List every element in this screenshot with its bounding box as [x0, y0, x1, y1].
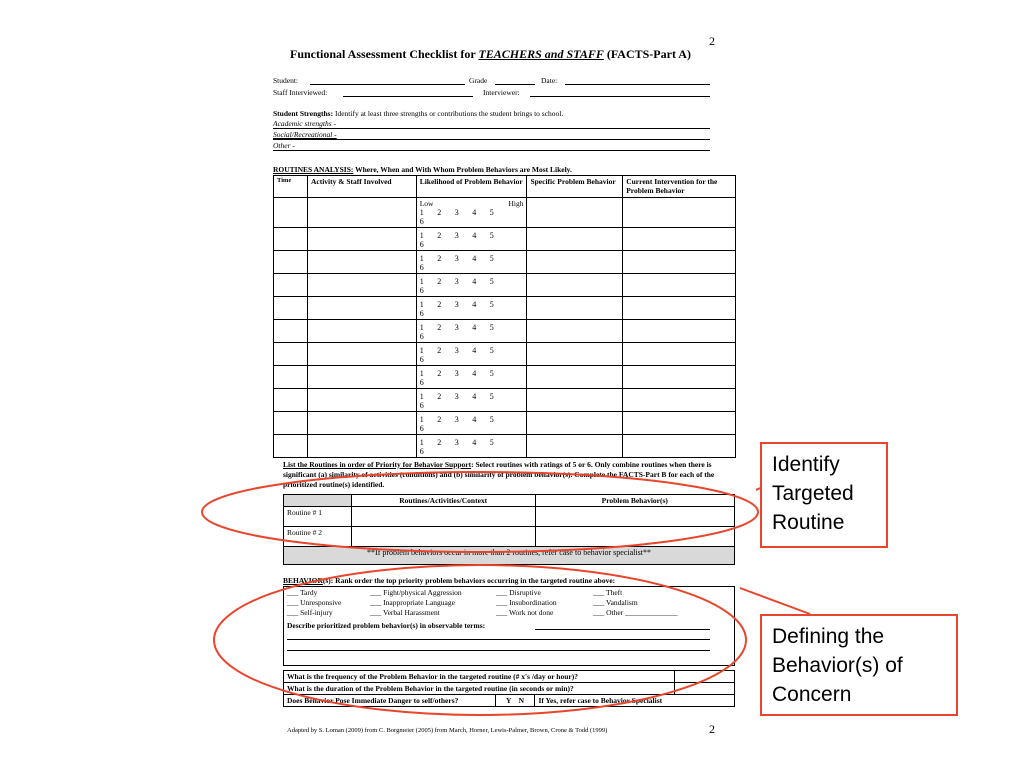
col-specific: Specific Problem Behavior — [527, 176, 623, 198]
behavior-option[interactable]: ___ Vandalism — [593, 598, 638, 607]
callout-defining-behavior: Defining the Behavior(s) of Concern — [760, 614, 958, 716]
behavior-option[interactable]: ___ Other ______________ — [593, 608, 678, 617]
scale-number[interactable]: 4 — [472, 300, 477, 309]
student-label: Student: — [273, 76, 299, 85]
strengths-instruction-text: Identify at least three strengths or contributions the student brings to school. — [334, 109, 564, 118]
behavior-connector — [740, 588, 810, 614]
scale-number[interactable]: 4 — [472, 369, 477, 378]
scale-number[interactable]: 2 — [437, 369, 442, 378]
scale-number[interactable]: 6 — [419, 309, 424, 318]
scale-number[interactable]: 3 — [454, 392, 459, 401]
scale-number[interactable]: 2 — [437, 346, 442, 355]
routine-2-label: Routine # 2 — [284, 527, 352, 547]
scale-number[interactable]: 1 — [419, 369, 424, 378]
scale-number[interactable]: 5 — [489, 300, 494, 309]
page-number-top: 2 — [709, 34, 715, 48]
scale-number[interactable]: 1 — [419, 300, 424, 309]
scale-number[interactable]: 1 — [419, 415, 424, 424]
danger-question: Does Behavior Pose Immediate Danger to self/others? — [284, 695, 496, 707]
scale-number[interactable]: 5 — [489, 415, 494, 424]
scale-number[interactable]: 5 — [489, 277, 494, 286]
scale-number[interactable]: 6 — [419, 240, 424, 249]
scale-number[interactable]: 3 — [454, 208, 459, 217]
scale-number[interactable]: 2 — [437, 254, 442, 263]
scale-number[interactable]: 4 — [472, 277, 477, 286]
scale-number[interactable]: 2 — [437, 208, 442, 217]
other-label: Other - — [273, 141, 295, 150]
scale-number[interactable]: 5 — [489, 323, 494, 332]
scale-number[interactable]: 1 — [419, 346, 424, 355]
scale-number[interactable]: 4 — [472, 323, 477, 332]
scale-number[interactable]: 6 — [419, 286, 424, 295]
scale-number[interactable]: 1 — [419, 254, 424, 263]
frequency-question: What is the frequency of the Problem Behavior in the targeted routine (# x's /day or hour)? — [284, 671, 675, 683]
behavior-option[interactable]: ___ Self-injury — [287, 608, 333, 617]
col-intervention: Current Intervention for the Problem Behavior — [623, 176, 736, 198]
scale-number[interactable]: 5 — [489, 208, 494, 217]
scale-number[interactable]: 5 — [489, 369, 494, 378]
behavior-heading-label: BEHAVIOR — [283, 576, 323, 585]
social-label: Social/Recreational - — [273, 130, 337, 139]
scale-number[interactable]: 2 — [437, 323, 442, 332]
page-number-bottom: 2 — [709, 722, 715, 736]
scale-number[interactable]: 2 — [437, 392, 442, 401]
scale-number[interactable]: 3 — [454, 254, 459, 263]
behavior-option[interactable]: ___ Verbal Harassment — [370, 608, 440, 617]
scale-number[interactable]: 3 — [454, 323, 459, 332]
specialist-note: **If problem behaviors occur in more than 2 routines, refer case to behavior specialist** — [284, 547, 735, 565]
scale-number[interactable]: 1 — [419, 323, 424, 332]
scale-number[interactable]: 1 — [419, 208, 424, 217]
col-problem: Problem Behavior(s) — [535, 495, 734, 507]
scale-number[interactable]: 3 — [454, 300, 459, 309]
callout-identify-routine: Identify Targeted Routine — [760, 442, 888, 548]
col-activity: Activity & Staff Involved — [307, 176, 416, 198]
priority-instructions: : Select routines with ratings of 5 or 6. Only combine routines when there is significant (a) similarity of activities (conditions) and (b) similarity of problem behavior(s). Complete the FACTS-Part B for each of the prioritized routine(s) identified. — [283, 460, 715, 489]
scale-number[interactable]: 4 — [472, 392, 477, 401]
scale-number[interactable]: 4 — [472, 438, 477, 447]
interviewer-label: Interviewer: — [483, 88, 520, 97]
routines-heading-label: ROUTINES ANALYSIS: — [273, 165, 354, 174]
scale-number[interactable]: 4 — [472, 415, 477, 424]
scale-number[interactable]: 4 — [472, 231, 477, 240]
routines-heading-rest: Where, When and With Whom Problem Behaviors are Most Likely. — [355, 165, 572, 174]
title-emphasis: TEACHERS and STAFF — [478, 47, 604, 61]
scale-number[interactable]: 1 — [419, 277, 424, 286]
scale-number[interactable]: 3 — [454, 415, 459, 424]
behavior-option[interactable]: ___ Unresponsive — [287, 598, 342, 607]
scale-number[interactable]: 2 — [437, 438, 442, 447]
scale-number[interactable]: 5 — [489, 346, 494, 355]
behavior-option[interactable]: ___ Work not done — [496, 608, 554, 617]
date-label: Date: — [541, 76, 558, 85]
scale-number[interactable]: 6 — [419, 332, 424, 341]
danger-yes-no[interactable]: Y N — [495, 695, 535, 707]
danger-refer: If Yes, refer case to Behavior Specialist — [535, 695, 735, 707]
title-prefix: Functional Assessment Checklist for — [290, 47, 479, 61]
scale-number[interactable]: 4 — [472, 254, 477, 263]
strengths-heading: Student Strengths: — [273, 109, 334, 118]
behavior-option[interactable]: ___ Theft — [593, 588, 623, 597]
scale-number[interactable]: 3 — [454, 231, 459, 240]
scale-number[interactable]: 6 — [419, 263, 424, 272]
scale-number[interactable]: 2 — [437, 415, 442, 424]
scale-number[interactable]: 4 — [472, 346, 477, 355]
routine-1-label: Routine # 1 — [284, 507, 352, 527]
routine-ellipse — [202, 472, 758, 552]
duration-question: What is the duration of the Problem Behavior in the targeted routine (in seconds or min)? — [284, 683, 675, 695]
scale-number[interactable]: 5 — [489, 392, 494, 401]
scale-number[interactable]: 6 — [419, 217, 424, 226]
scale-number[interactable]: 3 — [454, 277, 459, 286]
scale-number[interactable]: 6 — [419, 378, 424, 387]
scale-number[interactable]: 6 — [419, 401, 424, 410]
col-time: Time — [274, 176, 308, 198]
scale-number[interactable]: 3 — [454, 438, 459, 447]
scale-number[interactable]: 3 — [454, 346, 459, 355]
scale-number[interactable]: 6 — [419, 355, 424, 364]
scale-number[interactable]: 2 — [437, 231, 442, 240]
behavior-ellipse — [214, 565, 746, 715]
col-likelihood: Likelihood of Problem Behavior — [416, 176, 527, 198]
staff-label: Staff Interviewed: — [273, 88, 328, 97]
behavior-option[interactable]: ___ Disruptive — [496, 588, 541, 597]
scale-number[interactable]: 2 — [437, 277, 442, 286]
academic-label: Academic strengths - — [273, 119, 337, 128]
scale-number[interactable]: 5 — [489, 438, 494, 447]
behavior-option[interactable]: ___ Fight/physical Aggression — [370, 588, 462, 597]
footer-credit: Adapted by S. Loman (2009) from C. Borgmeier (2005) from March, Horner, Lewis-Palmer, Brown, Crone & Todd (1999) — [287, 727, 608, 734]
grade-label: Grade — [469, 76, 488, 85]
behavior-option[interactable]: ___ Insubordination — [496, 598, 557, 607]
scale-number[interactable]: 1 — [419, 392, 424, 401]
scale-number[interactable]: 3 — [454, 369, 459, 378]
title-suffix: (FACTS-Part A) — [603, 47, 691, 61]
behavior-option[interactable]: ___ Inappropriate Language — [370, 598, 455, 607]
scale-number[interactable]: 6 — [419, 447, 424, 456]
scale-number[interactable]: 1 — [419, 438, 424, 447]
scale-number[interactable]: 1 — [419, 231, 424, 240]
scale-number[interactable]: 4 — [472, 208, 477, 217]
col-routines: Routines/Activities/Context — [351, 495, 535, 507]
describe-label: Describe prioritized problem behavior(s) in observable terms: — [287, 621, 486, 630]
scale-number[interactable]: 6 — [419, 424, 424, 433]
behavior-option[interactable]: ___ Tardy — [287, 588, 318, 597]
priority-heading: List the Routines in order of Priority for Behavior Support — [283, 460, 472, 469]
scale-number[interactable]: 2 — [437, 300, 442, 309]
scale-high: High — [508, 199, 524, 208]
scale-number[interactable]: 5 — [489, 254, 494, 263]
scale-low: Low — [419, 199, 434, 208]
behavior-heading-rest: (s): Rank order the top priority problem behaviors occurring in the targeted routine above: — [322, 576, 616, 585]
scale-number[interactable]: 5 — [489, 231, 494, 240]
